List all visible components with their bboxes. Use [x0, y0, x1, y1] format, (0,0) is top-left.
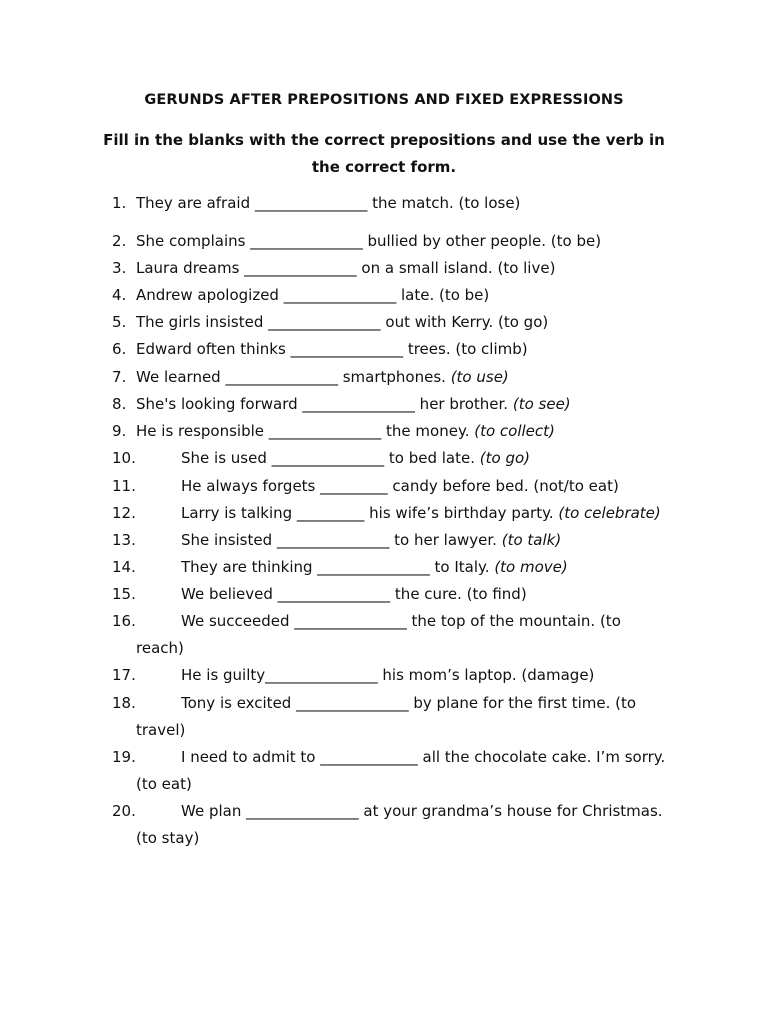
item-text: I need to admit to _____________ all the chocolate cake. I’m sorry. [181, 748, 666, 766]
item-number: 11. [112, 477, 136, 495]
item-text-wrap [181, 445, 530, 472]
item-text-wrap [181, 554, 568, 581]
item-text-wrap [136, 418, 555, 445]
item-text-wrap [136, 391, 571, 418]
item-hint: (to talk) [501, 531, 562, 549]
instructions: Fill in the blanks with the correct prepositions and use the verb in the correct form. [103, 131, 665, 176]
item-number: 18. [112, 694, 136, 712]
item-number: 9. [112, 422, 127, 440]
item-text: We plan _______________ at your grandma’s house for Christmas. [181, 802, 663, 820]
item-number: 12. [112, 504, 136, 522]
item-text-wrap [136, 364, 509, 391]
item-number: 5. [112, 313, 127, 331]
item-number: 19. [112, 748, 136, 766]
item-hint: (to collect) [474, 422, 555, 440]
item-text: He is responsible _______________ the money. [136, 422, 475, 440]
item-number: 2. [112, 232, 127, 250]
item-text: She is used _______________ to bed late. [181, 449, 480, 467]
item-number: 17. [112, 666, 136, 684]
item-text: Laura dreams _______________ on a small island. (to live) [136, 259, 556, 277]
item-hint: (to celebrate) [558, 504, 661, 522]
item-continuation: reach) [136, 639, 184, 657]
item-continuation: (to stay) [136, 829, 200, 847]
item-text: They are thinking _______________ to Italy. [181, 558, 495, 576]
item-number: 3. [112, 259, 127, 277]
item-number: 8. [112, 395, 127, 413]
item-number: 20. [112, 802, 136, 820]
item-number: 1. [112, 194, 127, 212]
item-text: They are afraid _______________ the match. (to lose) [136, 194, 521, 212]
item-continuation: (to eat) [136, 775, 192, 793]
item-text: Tony is excited _______________ by plane for the first time. (to [181, 694, 637, 712]
item-text: Edward often thinks _______________ trees. (to climb) [136, 340, 528, 358]
item-text: We believed _______________ the cure. (to find) [181, 585, 527, 603]
item-hint: (to move) [494, 558, 568, 576]
item-text-wrap [181, 527, 561, 554]
item-text: Larry is talking _________ his wife’s birthday party. [181, 504, 559, 522]
item-text: He is guilty_______________ his mom’s laptop. (damage) [181, 666, 595, 684]
item-text: She complains _______________ bullied by other people. (to be) [136, 232, 602, 250]
item-number: 13. [112, 531, 136, 549]
item-continuation: travel) [136, 721, 186, 739]
item-text: The girls insisted _______________ out with Kerry. (to go) [136, 313, 549, 331]
item-number: 6. [112, 340, 127, 358]
item-hint: (to go) [479, 449, 530, 467]
item-number: 14. [112, 558, 136, 576]
item-number: 10. [112, 449, 136, 467]
item-text: Andrew apologized _______________ late. (to be) [136, 286, 490, 304]
item-hint: (to use) [450, 368, 509, 386]
item-number: 15. [112, 585, 136, 603]
item-number: 4. [112, 286, 127, 304]
item-number: 16. [112, 612, 136, 630]
item-text: She insisted _______________ to her lawyer. [181, 531, 502, 549]
page-title: GERUNDS AFTER PREPOSITIONS AND FIXED EXPRESSIONS [144, 92, 624, 108]
item-hint: (to see) [512, 395, 571, 413]
item-number: 7. [112, 368, 127, 386]
item-text: He always forgets _________ candy before bed. (not/to eat) [181, 477, 619, 495]
item-text: We learned _______________ smartphones. [136, 368, 451, 386]
item-text: We succeeded _______________ the top of the mountain. (to [181, 612, 621, 630]
item-text: She's looking forward _______________ her brother. [136, 395, 513, 413]
item-text-wrap [181, 500, 661, 527]
